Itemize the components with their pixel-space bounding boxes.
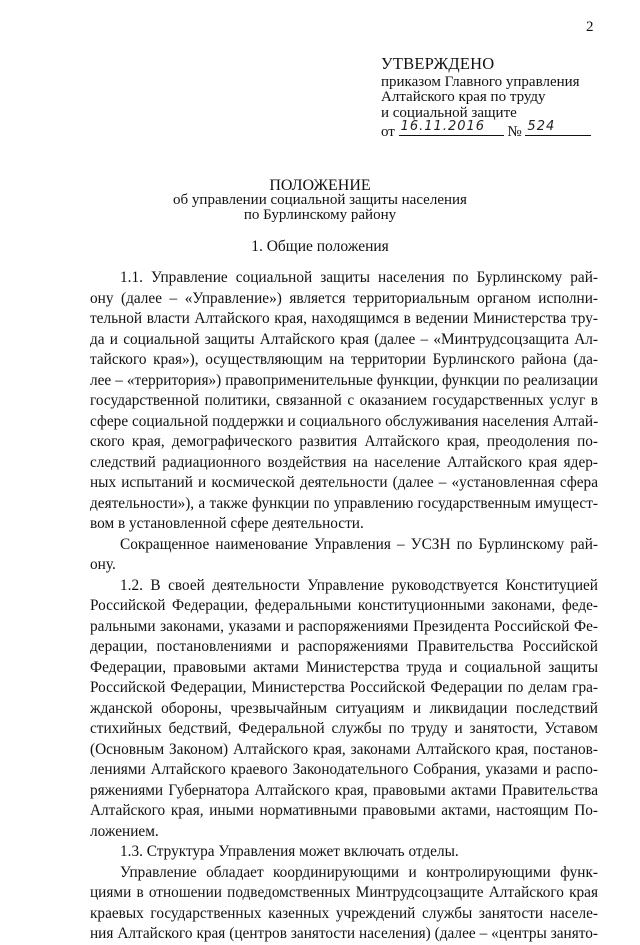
number-prefix: №: [507, 124, 522, 140]
approval-heading: УТВЕРЖДЕНО: [381, 54, 495, 73]
body-line: ральными законами, указами и распоряжениями Президента Российской Фе-: [90, 617, 598, 635]
body-line: деятельности»), а также функции по управлению государственным имущест-: [90, 494, 598, 512]
body-line: 1.3. Структура Управления может включать отделы.: [120, 843, 459, 860]
body-line: Сокращенное наименование Управления – УСЗН по Бурлинскому рай-: [120, 535, 598, 553]
body-line: 1.1. Управление социальной защиты населения по Бурлинскому рай-: [120, 269, 598, 286]
document-title-block: [0, 178, 640, 223]
body-line: ского края, демографического развития Алтайского края, преодоления по-: [90, 433, 598, 450]
body-line: вом в установленной сфере деятельности.: [90, 515, 364, 532]
body-line: ных испытаний и космической деятельности (далее – «установленная сфера: [90, 474, 598, 491]
document-subtitle-line: по Бурлинскому району: [243, 207, 397, 223]
approval-date-line: [381, 121, 621, 141]
approval-stamp-block: [381, 56, 621, 141]
body-line: ния Алтайского края (центров занятости населения) (далее – «центры занято-: [90, 925, 598, 942]
body-line: Российской Федерации, федеральными конституционными законами, феде-: [90, 597, 598, 614]
body-line: Федерации, правовыми актами Министерства труда и социальной защиты: [90, 658, 598, 676]
body-line: ряжениями Губернатора Алтайского края, правовыми актами Правительства: [90, 781, 598, 799]
body-line: тельной власти Алтайского края, находящимся в ведении Министерства тру-: [90, 310, 598, 327]
number-field: [525, 121, 591, 136]
approval-line: приказом Главного управления: [381, 73, 580, 90]
handwritten-number: 524: [527, 119, 556, 134]
body-line: следствий радиационного воздействия на население Алтайского края ядер-: [90, 453, 598, 471]
body-line: Управление обладает координирующими и контролирующими функ-: [120, 863, 598, 881]
body-line: лее – «территория») правоприменительные функции, функции по реализации: [90, 371, 598, 389]
date-field: [399, 121, 504, 136]
body-line: стихийных бедствий, Федеральной службы по труду и занятости, Уставом: [90, 720, 598, 737]
approval-line: и социальной защите: [381, 104, 517, 121]
page-number: 2: [586, 19, 594, 35]
body-line: Алтайского края, иными нормативными правовыми актами, настоящим По-: [90, 802, 598, 819]
body-line: сфере социальной поддержки и социального обслуживания населения Алтай-: [90, 412, 599, 430]
approval-line: Алтайского края по труду: [381, 89, 546, 105]
body-line: ону.: [90, 556, 116, 573]
body-line: (Основным Законом) Алтайского края, законами Алтайского края, постанов-: [90, 740, 598, 758]
body-line: ложением.: [90, 822, 159, 840]
document-title: ПОЛОЖЕНИЕ: [269, 177, 371, 194]
body-line: дерации, постановлениями и распоряжениями Правительства Российской: [90, 638, 598, 655]
body-line: ону (далее – «Управление») является территориальным органом исполни-: [90, 289, 598, 307]
body-line: краевых государственных казенных учреждений службы занятости населе-: [90, 904, 598, 922]
body-text: [90, 268, 598, 945]
date-prefix: от: [381, 124, 395, 140]
body-line: циями в отношении подведомственных Минтрудсоцзащите Алтайского края: [90, 884, 598, 901]
body-line: жданской обороны, чрезвычайным ситуациям и ликвидации последствий: [90, 699, 598, 717]
handwritten-date: 16.11.2016: [400, 119, 486, 134]
body-line: 1.2. В своей деятельности Управление руководствуется Конституцией: [120, 576, 598, 594]
document-subtitle-line: об управлении социальной защиты населения: [173, 192, 467, 208]
section-heading: 1. Общие положения: [251, 238, 389, 255]
body-line: да и социальной защиты Алтайского края (далее – «Минтрудсоцзащита Ал-: [90, 330, 598, 348]
body-line: государственной политики, связанной с оказанием государственных услуг в: [90, 392, 598, 409]
body-line: лениями Алтайского краевого Законодательного Собрания, указами и распо-: [90, 761, 598, 778]
body-line: тайского края»), осуществляющим на территории Бурлинского района (да-: [90, 351, 598, 368]
body-line: Российской Федерации, Министерства Российской Федерации по делам гра-: [90, 679, 598, 696]
